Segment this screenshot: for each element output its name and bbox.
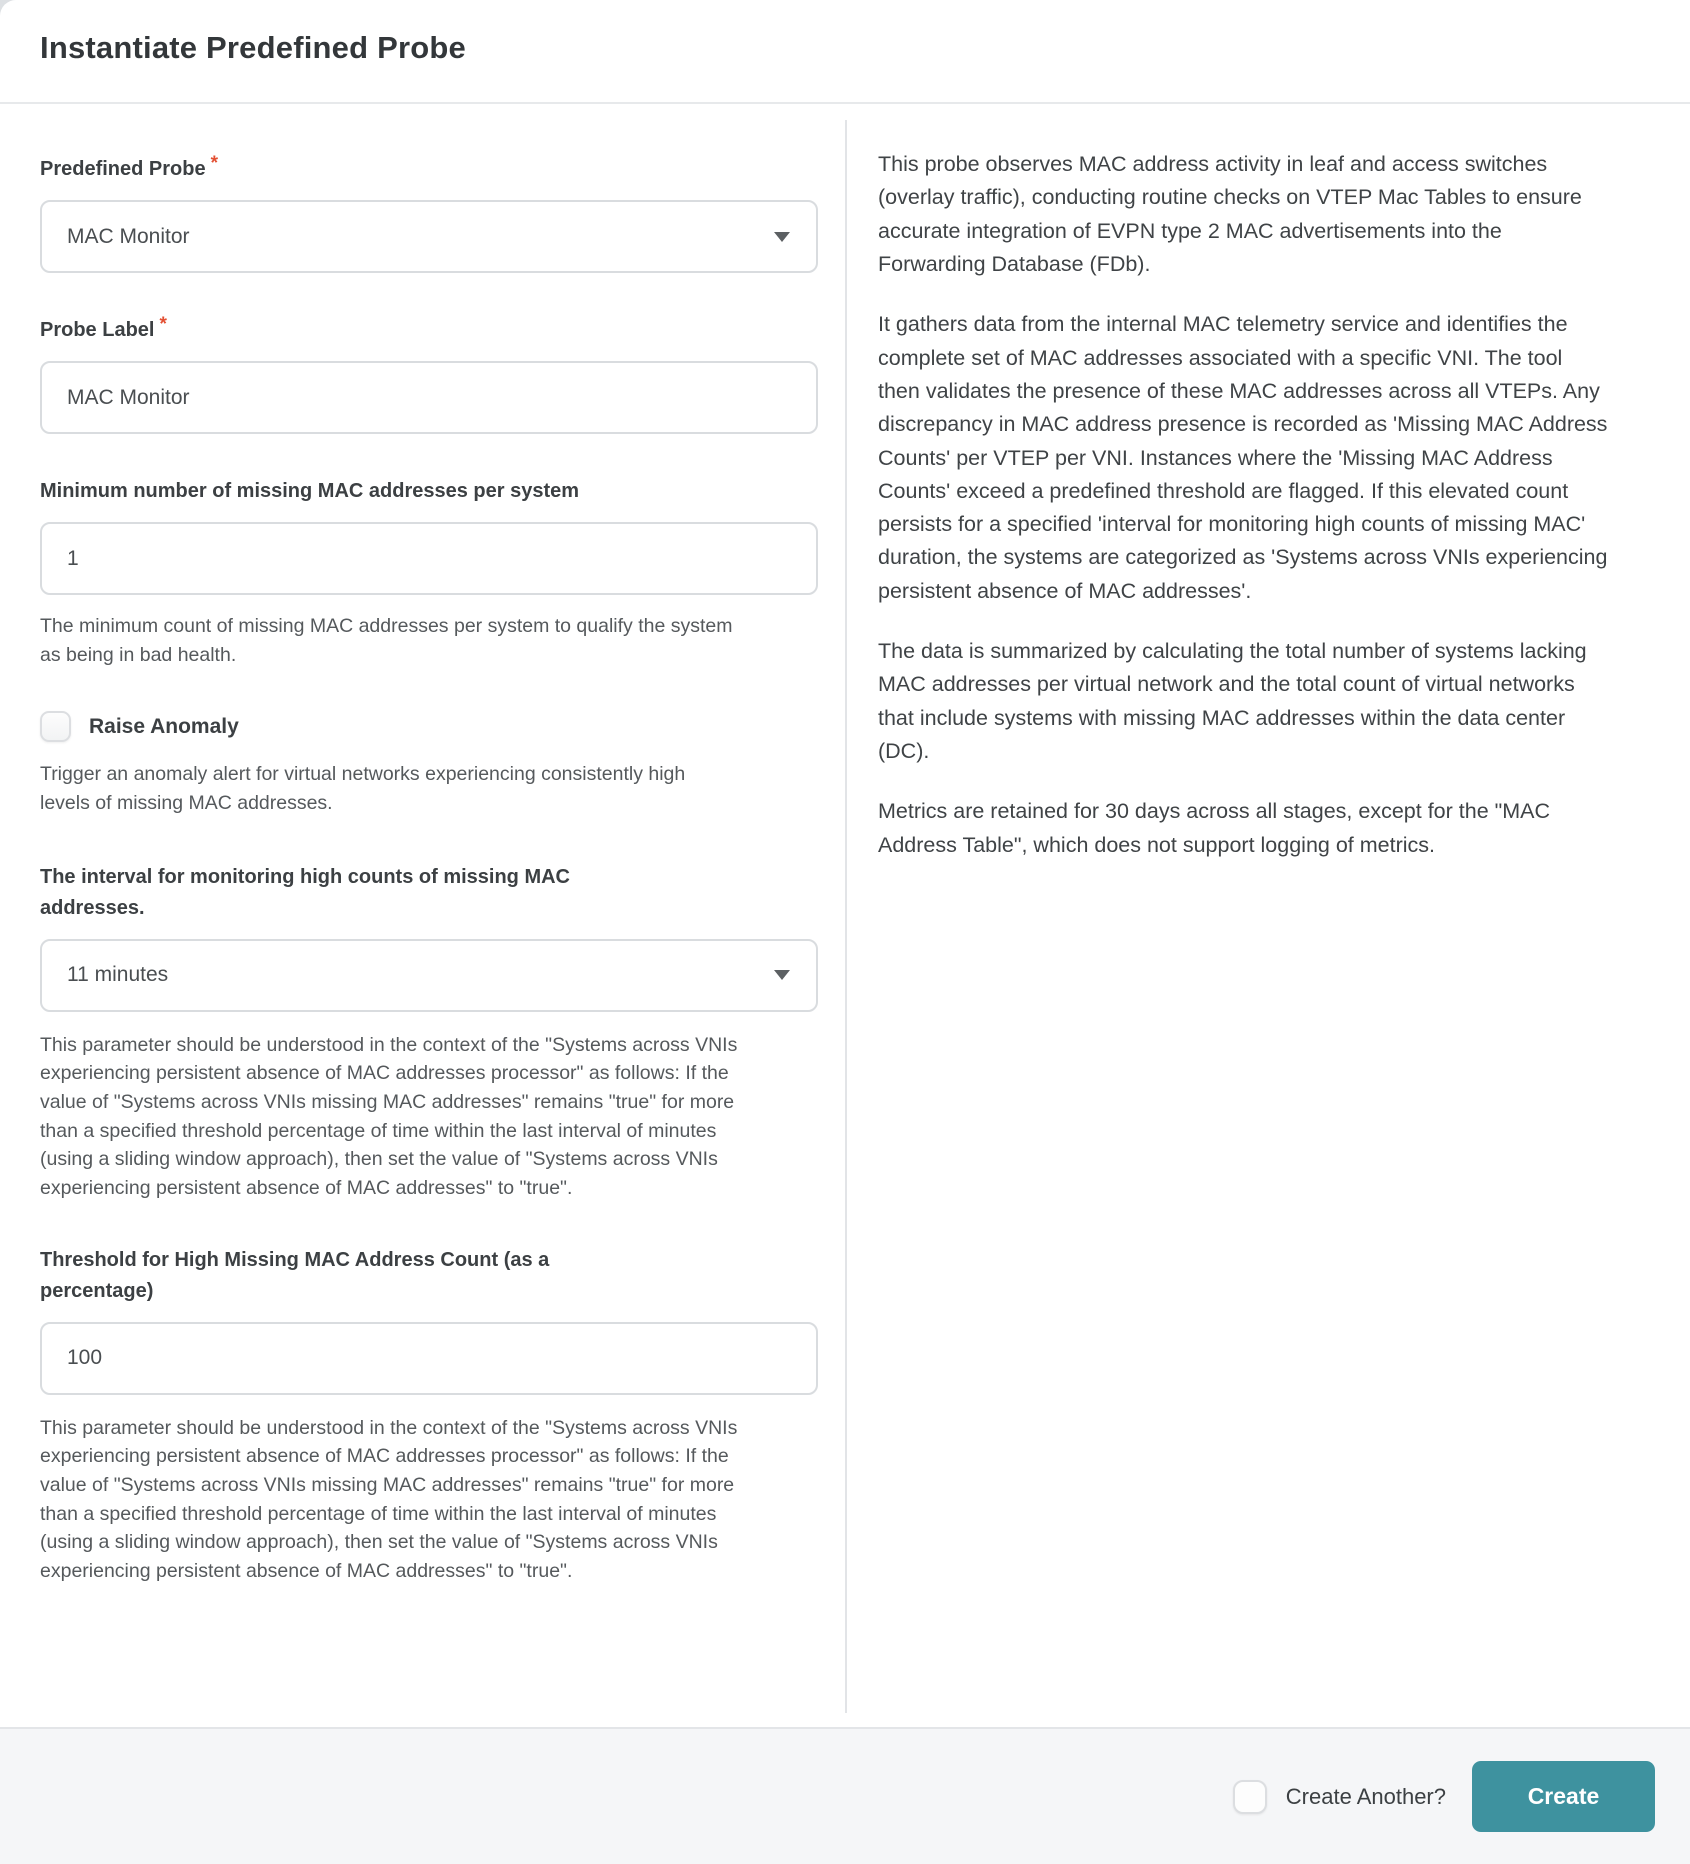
probe-label-input[interactable] [40,361,818,434]
field-group-probe-label [40,315,818,434]
raise-anomaly-label: Raise Anomaly [89,714,239,738]
chevron-down-icon [774,232,790,242]
monitor-interval-select[interactable] [40,939,818,1012]
dialog-header [0,0,1690,104]
description-paragraph: It gathers data from the internal MAC telemetry service and identifies the complete set of MAC addresses associated with a specific VNI. The tool then validates the presence of these MAC addresses across all VTEPs. Any discrepancy in MAC address presence is recorded as 'Missing MAC Address Counts' per VTEP per VNI. Instances where the 'Missing MAC Address Counts' exceed a predefined threshold are flagged. If this elevated count persists for a specified 'interval for monitoring high counts of missing MAC' duration, the systems are categorized as 'Systems across VNIs experiencing persistent absence of MAC addresses'. [878,312,1608,603]
threshold-percentage-input[interactable] [40,1322,818,1395]
raise-anomaly-checkbox[interactable] [40,711,71,742]
description-paragraph: The data is summarized by calculating the total number of systems lacking MAC addresses per virtual network and the total count of virtual networks that include systems with missing MAC addresses within the data center (DC). [878,639,1587,763]
create-button[interactable]: Create [1472,1761,1655,1832]
dialog-footer [0,1727,1690,1864]
required-asterisk: * [210,153,219,174]
description-paragraph: This probe observes MAC address activity in leaf and access switches (overlay traffic), conducting routine checks on VTEP Mac Tables to ensure accurate integration of EVPN type 2 MAC advertisements into the Forwarding Database (FDb). [878,152,1582,276]
field-group-raise-anomaly [40,711,818,817]
required-asterisk: * [159,314,167,335]
min-missing-mac-label: Minimum number of missing MAC addresses per system [40,480,580,502]
probe-description [847,104,1690,1727]
monitor-interval-selected-value: 11 minutes [67,963,169,987]
probe-form [0,104,845,1727]
min-missing-mac-help: The minimum count of missing MAC addresses per system to qualify the system as being in bad health. [40,615,733,666]
threshold-percentage-label: Threshold for High Missing MAC Address Count (as a percentage) [40,1248,550,1302]
raise-anomaly-checkbox-row[interactable] [40,711,818,742]
predefined-probe-label: Predefined Probe * [40,153,219,180]
field-group-monitor-interval [40,862,818,1203]
page-title: Instantiate Predefined Probe [40,30,466,65]
predefined-probe-selected-value: MAC Monitor [67,224,190,248]
monitor-interval-label: The interval for monitoring high counts of missing MAC addresses. [40,865,570,919]
min-missing-mac-input[interactable] [40,522,818,595]
create-another-checkbox[interactable] [1233,1780,1267,1814]
chevron-down-icon [774,970,790,980]
description-paragraph: Metrics are retained for 30 days across all stages, except for the "MAC Address Table", which does not support logging of metrics. [878,799,1551,857]
field-group-predefined-probe [40,154,818,273]
probe-label-label: Probe Label * [40,314,167,341]
field-group-min-missing-mac [40,476,818,669]
monitor-interval-help: This parameter should be understood in the context of the "Systems across VNIs experiencing persistent absence of MAC addresses processor" as follows: If the value of "Systems across VNIs missing MAC addresses" remains "true" for more than a specified threshold percentage of time within the last interval of minutes (using a sliding window approach), then set the value of "Systems across VNIs experiencing persistent absence of MAC addresses" to "true". [40,1033,738,1199]
create-another-label: Create Another? [1285,1783,1446,1809]
field-group-threshold-percentage [40,1245,818,1586]
threshold-percentage-help: This parameter should be understood in the context of the "Systems across VNIs experiencing persistent absence of MAC addresses processor" as follows: If the value of "Systems across VNIs missing MAC addresses" remains "true" for more than a specified threshold percentage of time within the last interval of minutes (using a sliding window approach), then set the value of "Systems across VNIs experiencing persistent absence of MAC addresses" to "true". [40,1416,738,1582]
raise-anomaly-help: Trigger an anomaly alert for virtual networks experiencing consistently high levels of missing MAC addresses. [40,763,686,814]
predefined-probe-select[interactable] [40,200,818,273]
